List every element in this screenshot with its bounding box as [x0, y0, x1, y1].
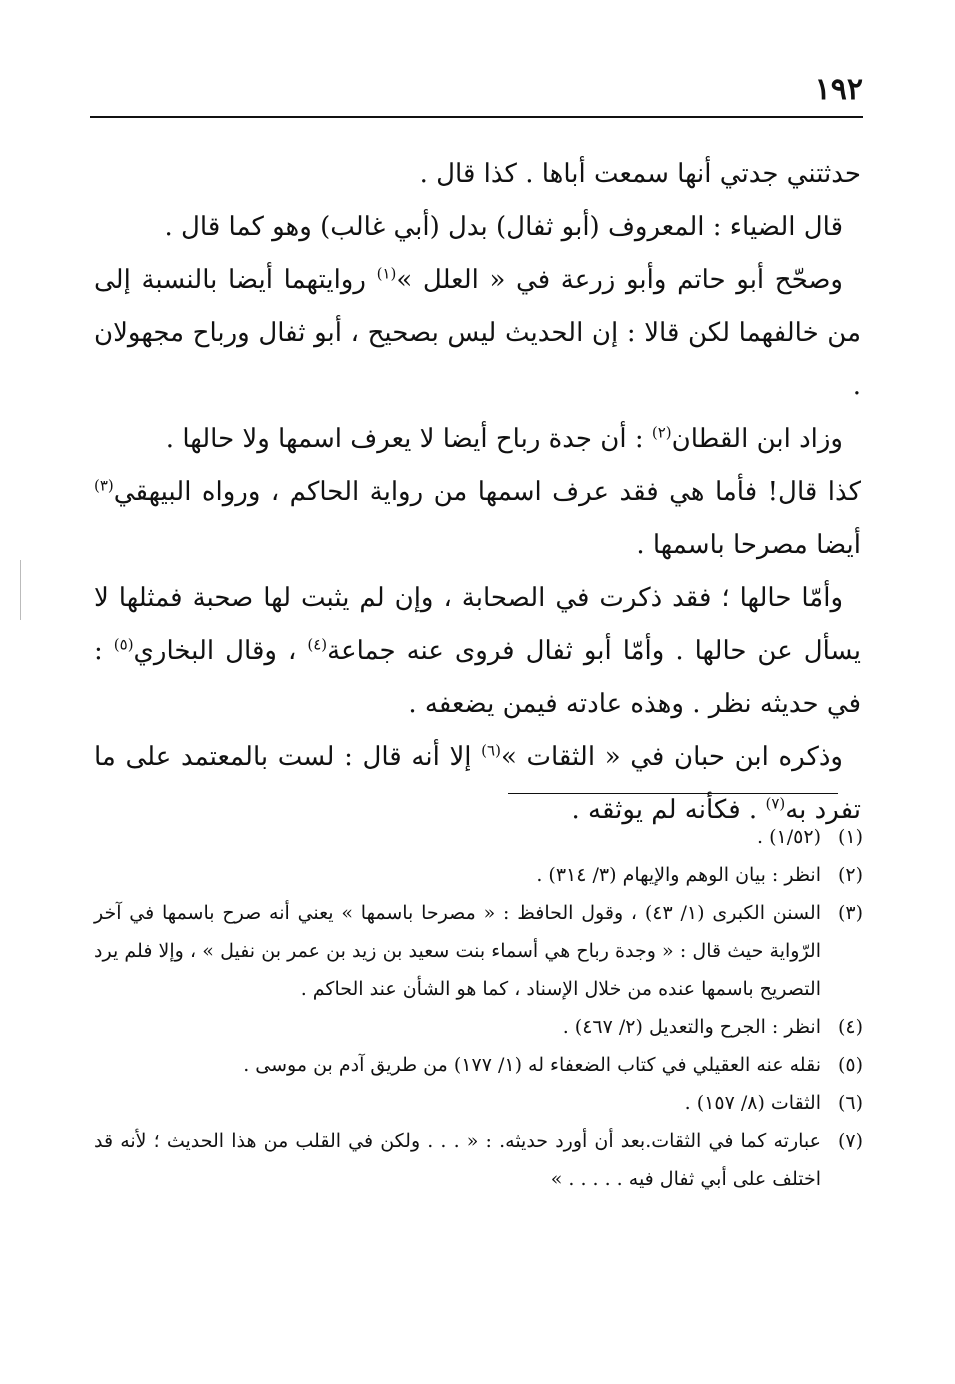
main-text	[94, 148, 861, 837]
footnote-number: (٣)	[837, 902, 863, 924]
footnote-number: (٢)	[837, 864, 863, 886]
footnote-number: (٤)	[837, 1016, 863, 1038]
footnote-ref: (٣)	[94, 476, 114, 495]
footnote	[94, 818, 863, 856]
footnote	[94, 1084, 863, 1122]
footnote	[94, 856, 863, 894]
paragraph-text: أيضا مصرحا باسمها .	[636, 530, 861, 560]
footnote-separator	[508, 793, 838, 794]
footnote-number: (٧)	[837, 1130, 863, 1152]
footnote-text: عبارته كما في الثقات.بعد أن أورد حديثه. : « . . . ولكن في القلب من هذا الحديث ؛ لأنه قد اختلف على أبي ثفال فيه . . . . . »	[94, 1130, 821, 1190]
footnote	[94, 1008, 863, 1046]
paragraph-text: ، وقال البخاري	[133, 636, 308, 666]
footnote-number: (١)	[837, 826, 863, 848]
paragraph-text: وزاد ابن القطان	[671, 424, 843, 454]
footnote-text: نقله عنه العقيلي في كتاب الضعفاء له (١/ ١٧٧) من طريق آدم بن موسى .	[243, 1054, 821, 1076]
paragraph-text: : في حديثه نظر . وهذه عادته فيمن يضعفه .	[94, 636, 861, 719]
footnote	[94, 1046, 863, 1084]
footnote-number: (٥)	[837, 1054, 863, 1076]
footnote-ref: (٤)	[307, 635, 328, 654]
paragraph	[94, 201, 861, 254]
paragraph-text: : أن جدة رباح أيضا لا يعرف اسمها ولا حالها .	[165, 424, 652, 454]
paragraph	[94, 413, 861, 466]
footnote-number: (٦)	[837, 1092, 863, 1114]
footnote-text: الثقات (٨/ ١٥٧) .	[684, 1092, 821, 1114]
paragraph-text: كذا قال! فأما هي فقد عرف اسمها من رواية الحاكم ، ورواه البيهقي	[113, 477, 861, 507]
page-number: ١٩٢	[814, 72, 863, 107]
footnote-text: انظر : بيان الوهم والإيهام (٣/ ٣١٤) .	[536, 864, 821, 886]
header-rule	[90, 116, 863, 118]
paragraph-text: وأمّا حالها ؛ فقد ذكرت في الصحابة ، وإن لم يثبت لها صحبة فمثلها لا يسأل عن حالها . وأمّا أبو ثفال فروى عنه جماعة	[94, 583, 861, 666]
paragraph	[94, 148, 861, 201]
footnote-ref: (٥)	[113, 635, 134, 654]
paragraph	[94, 572, 861, 731]
footnote	[94, 1122, 863, 1198]
paragraph-text: حدثتني جدتي أنها سمعت أباها . كذا قال .	[419, 159, 861, 189]
footnote-ref: (٧)	[765, 794, 786, 813]
footnote-ref: (١)	[376, 264, 397, 283]
footnote-ref: (٦)	[481, 741, 501, 760]
footnote-text: السنن الكبرى (١/ ٤٣) ، وقول الحافظ : « مصرحا باسمها » يعني أنه صرح باسمها في آخر الرّواية حيث قال : « وجدة رباح هي أسماء بنت سعيد بن زيد بن عمر بن نفيل » ، وإلا فلم يرد التصريح باسمها عنده من خلال الإسناد ، كما هو الشأن عند الحاكم .	[94, 902, 821, 1000]
paragraph	[94, 466, 861, 572]
footnote-text: انظر : الجرح والتعديل (٢/ ٤٦٧) .	[562, 1016, 821, 1038]
footnote-text: (١/٥٢) .	[757, 826, 821, 848]
paragraph-text: وذكره ابن حبان في « الثقات »	[500, 742, 843, 772]
paragraph	[94, 254, 861, 413]
footnotes	[94, 818, 863, 1198]
footnote	[94, 894, 863, 1008]
paragraph-text: وصحّح أبو حاتم وأبو زرعة في « العلل »	[396, 265, 843, 295]
paragraph-text: . فكأنه لم يوثقه .	[571, 795, 766, 825]
paragraph-text: قال الضياء : المعروف (أبو ثفال) بدل (أبي غالب) وهو كما قال .	[164, 212, 843, 242]
scan-margin-mark	[20, 560, 21, 620]
paragraph-text: روايتهما أيضا بالنسبة إلى من خالفهما لكن قالا : إن الحديث ليس بصحيح ، أبو ثفال ورباح مجهولان .	[94, 265, 861, 401]
paragraph-text: إلا أنه قال : لست بالمعتمد على ما تفرد به	[94, 742, 861, 825]
footnote-ref: (٢)	[651, 423, 672, 442]
